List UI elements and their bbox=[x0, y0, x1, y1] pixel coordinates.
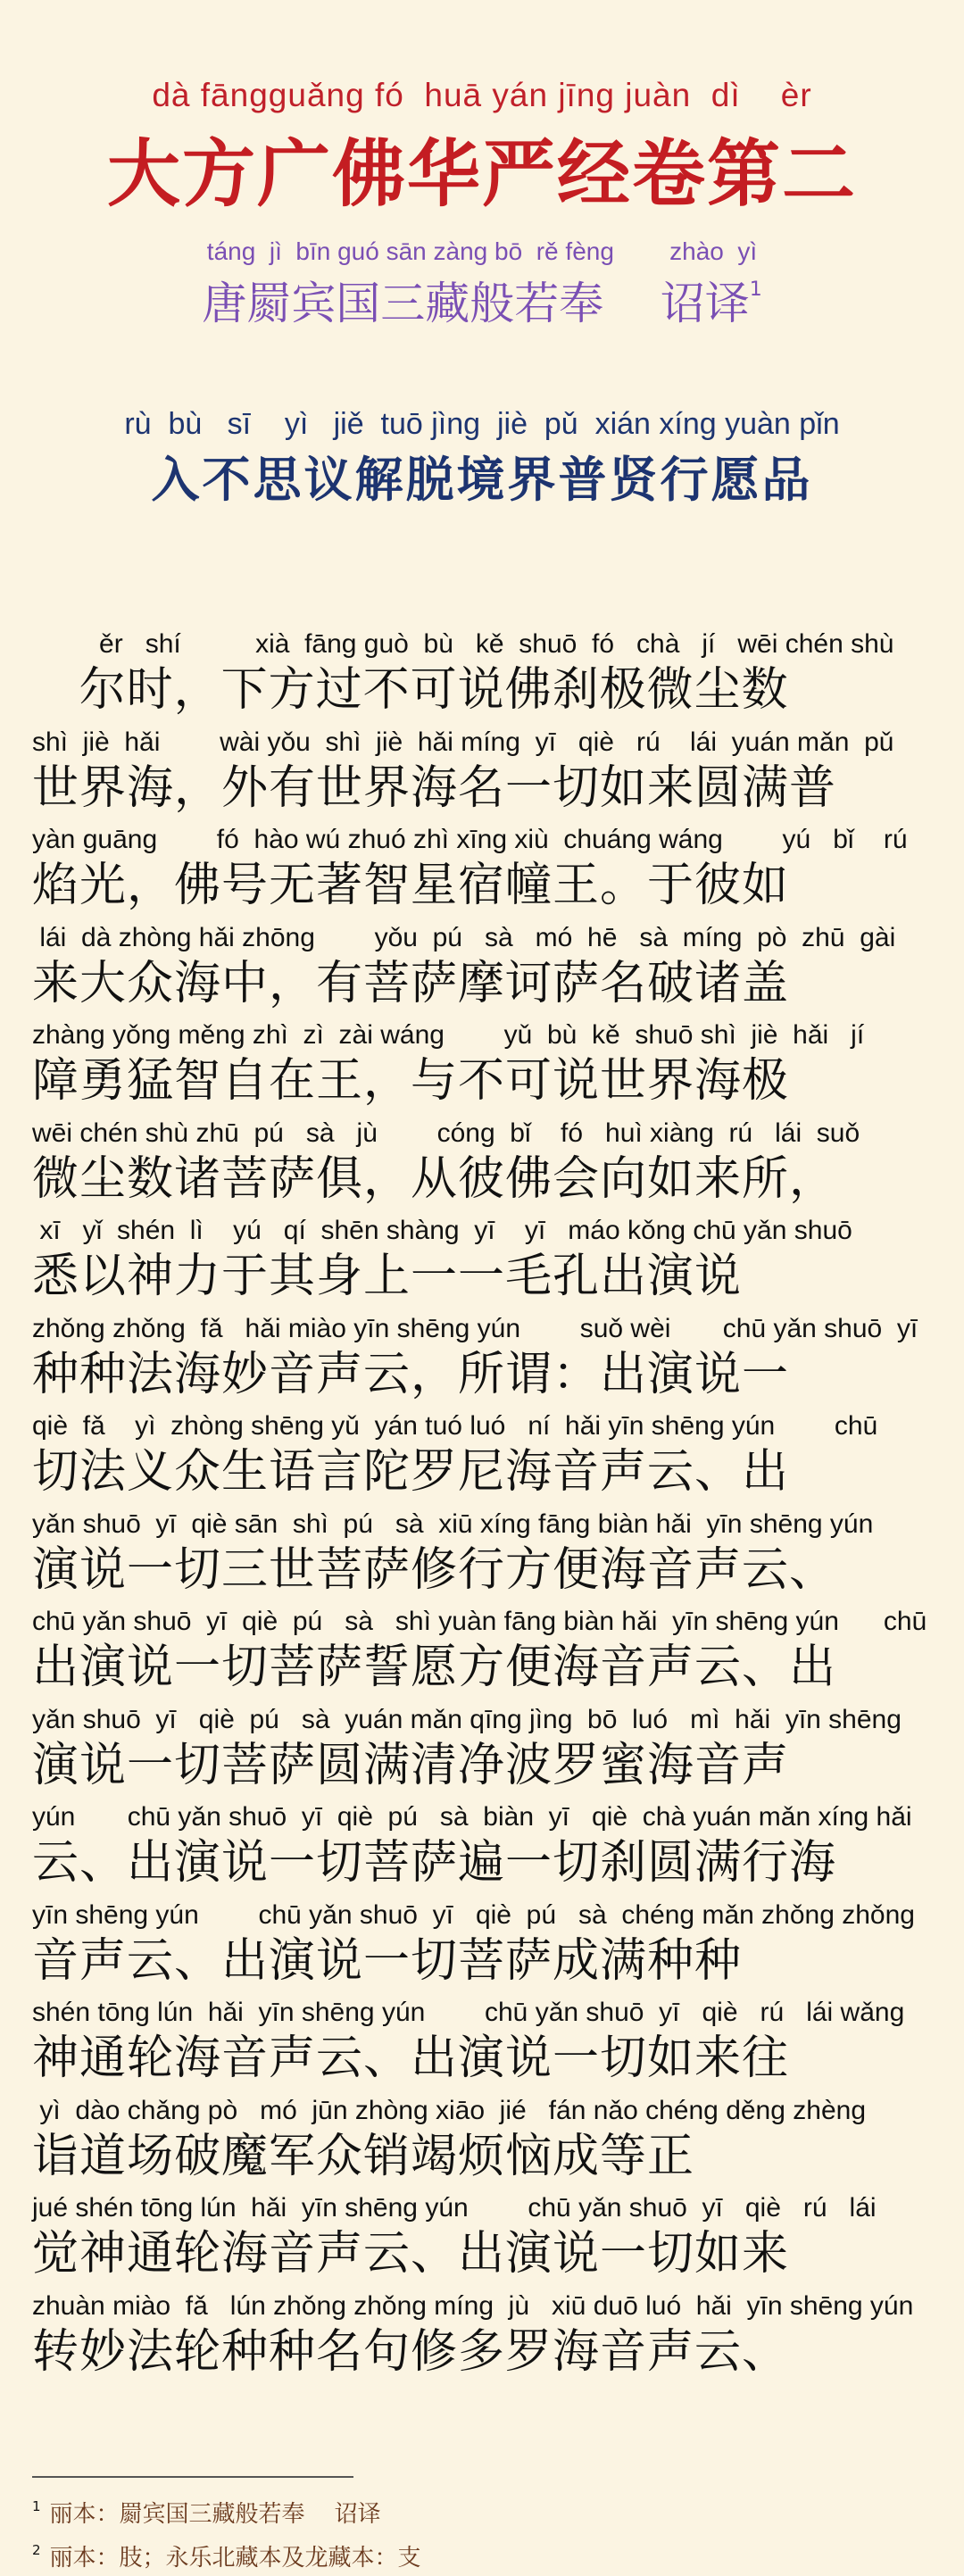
footnote-text: 丽本：罽宾国三藏般若奉 诏译 bbox=[49, 2501, 381, 2528]
author-pinyin: táng jì bīn guó sān zàng bō rě fèng zhào yì bbox=[206, 237, 758, 265]
footnote-mark: 2 bbox=[32, 2542, 41, 2558]
line-pinyin: xī yǐ shén lì yú qí shēn shàng yī yī máo kǒng chū yǎn shuō bbox=[32, 1216, 852, 1245]
line-pinyin: yǎn shuō yī qiè pú sà yuán mǎn qīng jìng bō luó mì hǎi yīn shēng bbox=[32, 1704, 902, 1734]
text-line bbox=[32, 1899, 934, 1990]
text-line bbox=[32, 2192, 934, 2283]
line-pinyin: wēi chén shù zhū pú sà jù cóng bǐ fó huì xiàng rú lái suǒ bbox=[32, 1118, 860, 1148]
text-line bbox=[32, 1410, 934, 1501]
line-text: 演说一切菩萨圆满清净波罗蜜海音声 bbox=[32, 1738, 790, 1792]
line-text: 悉以神力于其身上一一毛孔出演说 bbox=[32, 1250, 743, 1303]
line-text: 神通轮海音声云、出演说一切如来往 bbox=[32, 2032, 790, 2085]
author-text-wrap bbox=[0, 268, 964, 332]
footnote-divider bbox=[32, 2476, 353, 2478]
line-text: 演说一切三世菩萨修行方便海音声云、 bbox=[32, 1542, 837, 1597]
text-line bbox=[32, 1118, 934, 1209]
line-text: 云、出演说一切菩萨遍一切刹圆满行海 bbox=[32, 1836, 837, 1890]
line-pinyin: qiè fǎ yì zhòng shēng yǔ yán tuó luó ní hǎi yīn shēng yún chū bbox=[32, 1411, 878, 1441]
line-pinyin: zhǒng zhǒng fǎ hǎi miào yīn shēng yún suǒ wèi chū yǎn shuō yī bbox=[32, 1313, 918, 1343]
footnote-1 bbox=[32, 2489, 934, 2532]
text-line bbox=[32, 1997, 934, 2088]
line-pinyin: shì jiè hǎi wài yǒu shì jiè hǎi míng yī qiè rú lái yuán mǎn pǔ bbox=[32, 727, 894, 757]
line-text: 微尘数诸菩萨俱，从彼佛会向如来所， bbox=[32, 1151, 837, 1206]
line-pinyin: yì dào chǎng pò mó jūn zhòng xiāo jié fán nǎo chéng děng zhèng bbox=[32, 2095, 866, 2125]
line-text: 焰光，佛号无著智星宿幢王。于彼如 bbox=[32, 859, 790, 912]
line-text: 尔时，下方过不可说佛刹极微尘数 bbox=[32, 663, 789, 717]
footnote-ref[interactable]: 1 bbox=[749, 278, 762, 301]
text-line bbox=[32, 2290, 934, 2381]
text-line bbox=[32, 1215, 934, 1306]
text-line bbox=[32, 727, 934, 818]
title-pinyin: dà fāngguǎng fó huā yán jīng juàn dì èr bbox=[152, 77, 812, 113]
text-line bbox=[32, 1801, 934, 1892]
line-pinyin: yīn shēng yún chū yǎn shuō yī qiè pú sà chéng mǎn zhǒng zhǒng bbox=[32, 1899, 915, 1930]
sutra-title bbox=[0, 77, 964, 220]
text-line bbox=[32, 922, 934, 1013]
line-pinyin: shén tōng lún hǎi yīn shēng yún chū yǎn shuō yī qiè rú lái wǎng bbox=[32, 1998, 905, 2027]
line-pinyin: yǎn shuō yī qiè sān shì pú sà xiū xíng fāng biàn hǎi yīn shēng yún bbox=[32, 1508, 874, 1539]
line-text: 出演说一切菩萨誓愿方便海音声云、出 bbox=[32, 1641, 837, 1694]
text-line bbox=[32, 1019, 934, 1110]
text-line bbox=[32, 1313, 934, 1404]
title-text: 大方广佛华严经卷第二 bbox=[106, 131, 857, 217]
line-text: 音声云、出演说一切菩萨成满种种 bbox=[32, 1933, 743, 1988]
text-line bbox=[32, 2095, 934, 2186]
line-pinyin: ěr shí xià fāng guò bù kě shuō fó chà jí wēi chén shù bbox=[32, 629, 894, 659]
line-pinyin: yàn guāng fó hào wú zhuó zhì xīng xiù chuáng wáng yú bǐ rú bbox=[32, 825, 908, 854]
text-line bbox=[32, 628, 934, 719]
author-text: 唐罽宾国三藏般若奉 诏译 bbox=[202, 278, 750, 329]
line-pinyin: zhuàn miào fǎ lún zhǒng zhǒng míng jù xiū duō luó hǎi yīn shēng yún bbox=[32, 2290, 914, 2321]
line-text: 种种法海妙音声云，所谓：出演说一 bbox=[32, 1347, 790, 1401]
line-pinyin: lái dà zhòng hǎi zhōng yǒu pú sà mó hē sà míng pò zhū gài bbox=[32, 922, 896, 952]
text-line bbox=[32, 824, 934, 915]
line-pinyin: yún chū yǎn shuō yī qiè pú sà biàn yī qiè chà yuán mǎn xíng hǎi bbox=[32, 1802, 912, 1832]
chapter-heading bbox=[0, 407, 964, 511]
line-pinyin: jué shén tōng lún hǎi yīn shēng yún chū yǎn shuō yī qiè rú lái bbox=[32, 2193, 877, 2223]
line-text: 来大众海中，有菩萨摩诃萨名破诸盖 bbox=[32, 956, 790, 1010]
line-text: 障勇猛智自在王，与不可说世界海极 bbox=[32, 1054, 790, 1108]
text-line bbox=[32, 1508, 934, 1600]
line-text: 切法义众生语言陀罗尼海音声云、出 bbox=[32, 1445, 790, 1499]
footnote-mark: 1 bbox=[32, 2498, 41, 2514]
footnote-2 bbox=[32, 2532, 934, 2576]
line-text: 觉神通轮海音声云、出演说一切如来 bbox=[32, 2227, 790, 2281]
line-text: 世界海，外有世界海名一切如来圆满普 bbox=[32, 760, 837, 815]
footnote-text: 丽本：肢；永乐北藏本及龙藏本：支 bbox=[49, 2545, 421, 2572]
chapter-text: 入不思议解脱境界普贤行愿品 bbox=[151, 451, 813, 508]
line-pinyin: chū yǎn shuō yī qiè pú sà shì yuàn fāng biàn hǎi yīn shēng yún chū bbox=[32, 1607, 927, 1636]
line-pinyin: zhàng yǒng měng zhì zì zài wáng yǔ bù kě shuō shì jiè hǎi jí bbox=[32, 1020, 865, 1050]
footnotes bbox=[32, 2476, 934, 2576]
text-line bbox=[32, 1704, 934, 1795]
translator-line bbox=[0, 237, 964, 332]
line-text: 转妙法轮种种名句修多罗海音声云、 bbox=[32, 2324, 790, 2379]
text-line bbox=[32, 1606, 934, 1697]
chapter-pinyin: rù bù sī yì jiě tuō jìng jiè pǔ xián xíng yuàn pǐn bbox=[124, 407, 840, 441]
line-text: 诣道场破魔军众销竭烦恼成等正 bbox=[32, 2129, 695, 2183]
